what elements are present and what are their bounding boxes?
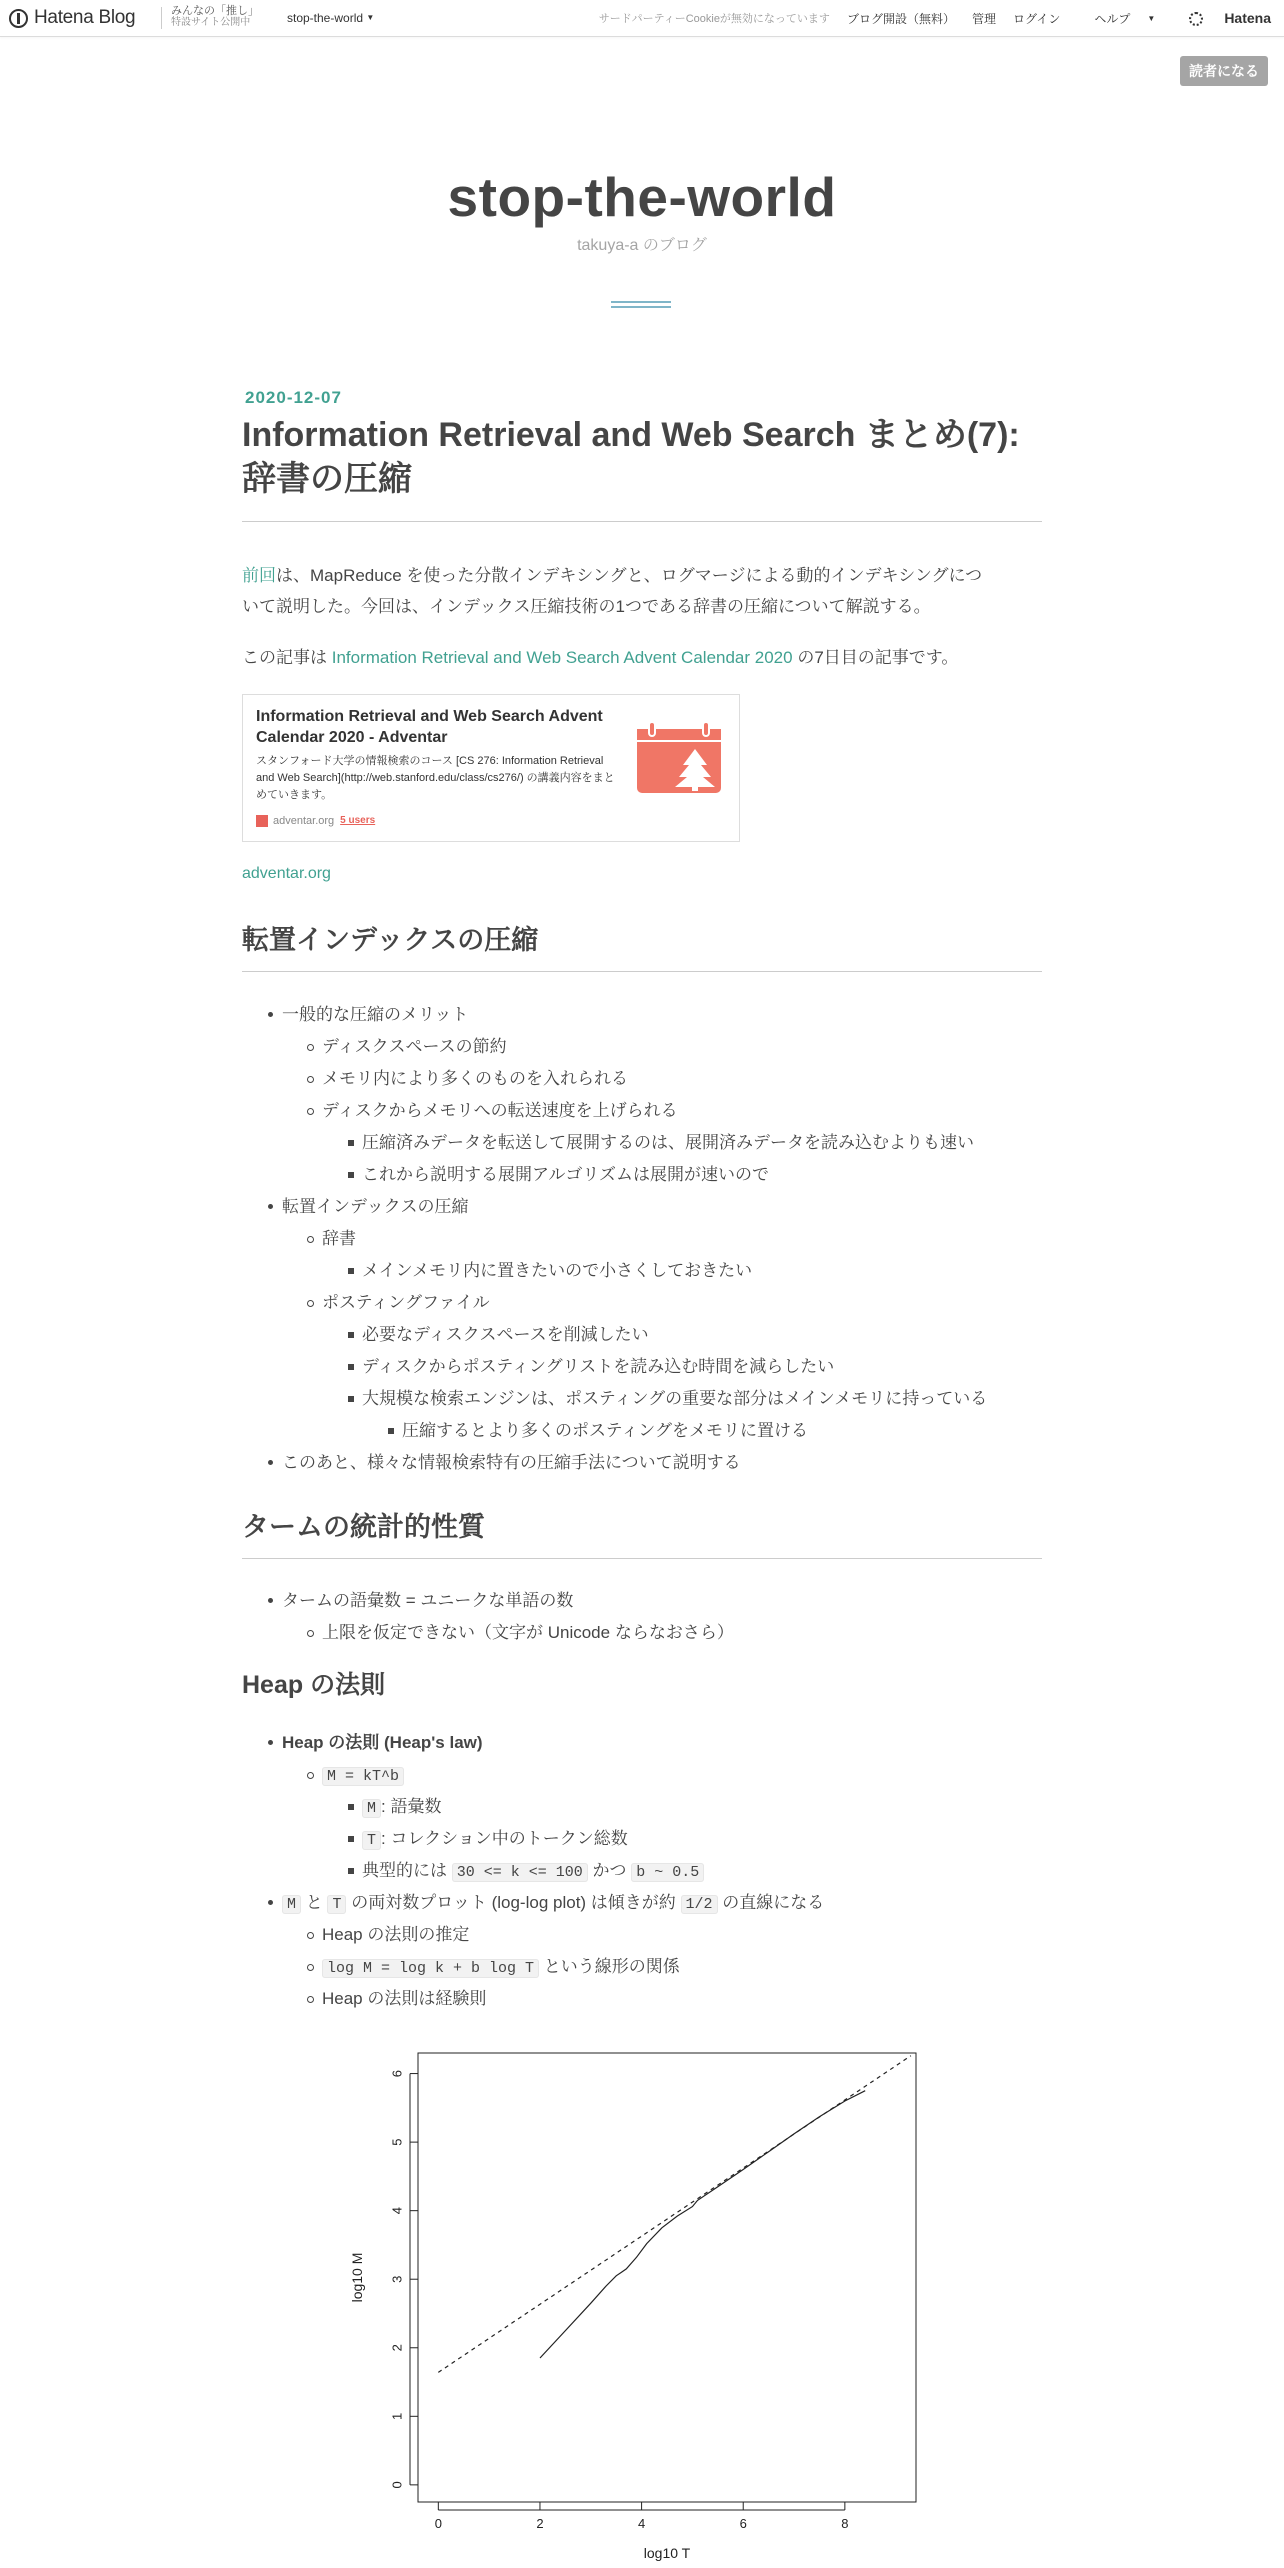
x-tick-label: 8 [841,2516,849,2531]
data-line [540,2091,865,2358]
list-item: 圧縮済みデータを転送して展開するのは、展開済みデータを読み込むよりも速い [362,1133,974,1152]
subsection-heading-heaps-law: Heap の法則 [242,1671,386,1699]
fit-line-dashed [438,2056,911,2373]
x-axis-label: log10 T [643,2545,691,2561]
login-link[interactable]: ログイン [1012,11,1061,26]
bullet-circle [307,1076,314,1083]
list-item [282,1887,824,1920]
list-item: メモリ内により多くのものを入れられる [322,1069,628,1088]
x-tick-label: 2 [536,2516,544,2531]
create-blog-link[interactable]: ブログ開設（無料） [846,11,955,26]
list-item: ディスクからポスティングリストを読み込む時間を減らしたい [362,1357,835,1376]
caret-down-icon: ▼ [366,13,375,22]
bullet-disc [268,1204,273,1209]
x-tick-label: 6 [739,2516,747,2531]
x-tick-label: 4 [637,2516,646,2531]
t-code: T [327,1895,346,1914]
calendar-tree-icon [635,721,723,795]
y-tick-label: 2 [389,2344,405,2352]
title-divider [611,301,671,308]
advent-paragraph [242,642,1042,673]
list-item: メインメモリ内に置きたいので小さくしておきたい [362,1261,753,1280]
typical-code-2: b ~ 0.5 [631,1863,704,1882]
slope-code: 1/2 [681,1895,718,1914]
list-item: これから説明する展開アルゴリズムは展開が速いので [362,1165,769,1184]
y-tick-label: 4 [389,2207,405,2215]
list-item [322,1759,404,1792]
bullet-square [348,1804,354,1810]
previous-post-link[interactable]: 前回 [242,566,276,585]
list-item: 転置インデックスの圧縮 [282,1197,469,1216]
global-header [0,0,1284,37]
list-item: ディスクからメモリへの転送速度を上げられる [322,1101,678,1120]
bullet-circle [307,1108,314,1115]
list-item [362,1791,441,1824]
link-card-description: スタンフォード大学の情報検索のコース [CS 276: Information Retrieval and Web Search](http://web.stanford.edu/class/cs276/) の講義内容をまとめていきます。 [256,755,615,801]
bullet-square [348,1396,354,1402]
heaps-law-loglog-chart [340,2040,940,2568]
link-card[interactable] [242,694,740,842]
formula-code: M = kT^b [322,1767,404,1786]
t-code: T [362,1831,381,1850]
cookie-notice: サードパーティーCookieが無効になっています [598,13,830,25]
link-card-domain: adventar.org [273,815,335,827]
typical-mid: かつ [587,1861,632,1880]
title-rule [242,521,1042,522]
list-item [362,1823,628,1856]
list-item: このあと、様々な情報検索特有の圧縮手法について説明する [282,1453,741,1472]
hatena-link[interactable] [1172,10,1271,26]
list-item: ディスクスペースの節約 [322,1037,507,1056]
heaps-law-title: Heap の法則 (Heap's law) [282,1733,483,1752]
list-item [362,1855,704,1888]
bullet-square [348,1364,354,1370]
bullet-disc [268,1740,273,1745]
advent-calendar-link[interactable]: Information Retrieval and Web Search Advent Calendar 2020 [331,648,793,667]
admin-link[interactable]: 管理 [971,11,996,26]
bullet-circle [307,1236,314,1243]
typical-prefix: 典型的には [362,1861,452,1880]
intro-paragraph [242,560,1042,622]
t-desc: : コレクション中のトークン総数 [381,1829,628,1848]
m-code: M [362,1799,381,1818]
list-item: 大規模な検索エンジンは、ポスティングの重要な部分はメインメモリに持っている [362,1389,988,1408]
bullet-circle [307,1044,314,1051]
bullet-square [348,1172,354,1178]
m-desc: : 語彙数 [381,1797,442,1816]
bullet-square [348,1332,354,1338]
bullet-circle [307,1996,314,2003]
y-tick-label: 6 [389,2069,405,2078]
y-tick-label: 5 [389,2138,405,2146]
list-item [282,1727,483,1758]
list-item: 圧縮するとより多くのポスティングをメモリに置ける [402,1421,808,1440]
adventar-source-link[interactable]: adventar.org [242,865,331,882]
list-item: Heap の法則の推定 [322,1925,470,1944]
header-separator [161,7,162,29]
y-tick-label: 0 [389,2481,405,2489]
y-tick-label: 3 [389,2275,405,2283]
bullet-disc [268,1598,273,1603]
subscribe-button[interactable]: 読者になる [1180,56,1268,86]
list-item: Heap の法則は経験則 [322,1989,487,2008]
blog-selector[interactable] [287,11,374,25]
hatena-label: Hatena [1224,10,1271,26]
blog-title[interactable]: stop-the-world [447,166,837,228]
adventar-favicon-icon [256,815,268,827]
blog-selector-label: stop-the-world [287,11,364,25]
link-card-footer [256,814,375,828]
help-label: ヘルプ [1094,11,1131,26]
promo-line-1: みんなの「推し」 [171,5,259,17]
section-heading-index-compression: 転置インデックスの圧縮 [242,925,539,955]
hatena-blog-logo[interactable] [9,7,135,29]
list-item: 必要なディスクスペースを削減したい [362,1325,649,1344]
loglog-text: の両対数プロット (log-log plot) は傾きが約 [346,1893,681,1912]
bookmark-users-count[interactable]: 5 users [340,815,376,826]
typical-code-1: 30 <= k <= 100 [452,1863,588,1882]
y-axis-label: log10 M [349,2252,365,2303]
hatena-logo-icon [1189,12,1203,26]
list-item [322,1951,680,1984]
entry-title-line-1: Information Retrieval and Web Search まとめ(7): [242,416,1020,454]
bullet-square [388,1428,394,1434]
linear-code: log M = log k + b log T [322,1959,539,1978]
advent-prefix: この記事は [242,648,332,667]
x-tick-label: 0 [434,2516,442,2531]
entry-title-line-2: 辞書の圧縮 [242,460,412,498]
loglog-suffix: の直線になる [717,1893,825,1912]
list-item: 辞書 [322,1229,356,1248]
hatena-blog-logo-text: Hatena Blog [34,7,136,28]
bullet-circle [307,1300,314,1307]
hatena-blog-logo-icon [9,9,28,28]
entry-date[interactable]: 2020-12-07 [245,388,342,407]
y-tick-label: 1 [389,2412,405,2420]
bullet-square [348,1868,354,1874]
link-card-title: Information Retrieval and Web Search Advent Calendar 2020 - Adventar [256,708,603,746]
plot-frame [418,2053,916,2502]
section-rule [242,1558,1042,1559]
bullet-circle [307,1630,314,1637]
section-heading-term-statistics: タームの統計的性質 [242,1512,485,1542]
m-code: M [282,1895,301,1914]
promo-link[interactable] [171,5,259,29]
advent-suffix: の7日目の記事です。 [792,648,959,667]
entry-title[interactable] [242,413,1042,501]
bullet-disc [268,1012,273,1017]
loglog-and: と [301,1893,328,1912]
list-item: 上限を仮定できない（文字が Unicode ならなおさら） [322,1623,734,1642]
intro-text-1: は、MapReduce を使った分散インデキシングと、ログマージによる動的インデキシングにつ [276,566,983,585]
section-rule [242,971,1042,972]
list-item: タームの語彙数 = ユニークな単語の数 [282,1591,574,1610]
bullet-square [348,1836,354,1842]
caret-down-icon: ▼ [1147,13,1156,23]
bullet-square [348,1268,354,1274]
bullet-disc [268,1900,273,1905]
bullet-circle [307,1932,314,1939]
bullet-disc [268,1460,273,1465]
help-menu[interactable] [1077,10,1155,27]
linear-suffix: という線形の関係 [539,1957,680,1976]
header-right-nav [599,0,1284,36]
bullet-circle [307,1964,314,1971]
bullet-square [348,1140,354,1146]
intro-text-2: いて説明した。今回は、インデックス圧縮技術の1つである辞書の圧縮について解説する。 [242,597,931,616]
bullet-circle [307,1772,314,1779]
blog-description: takuya-a のブログ [577,237,707,254]
list-item: ポスティングファイル [322,1293,490,1312]
promo-line-2: 特設サイト公開中 [171,17,251,28]
list-item: 一般的な圧縮のメリット [282,1005,469,1024]
